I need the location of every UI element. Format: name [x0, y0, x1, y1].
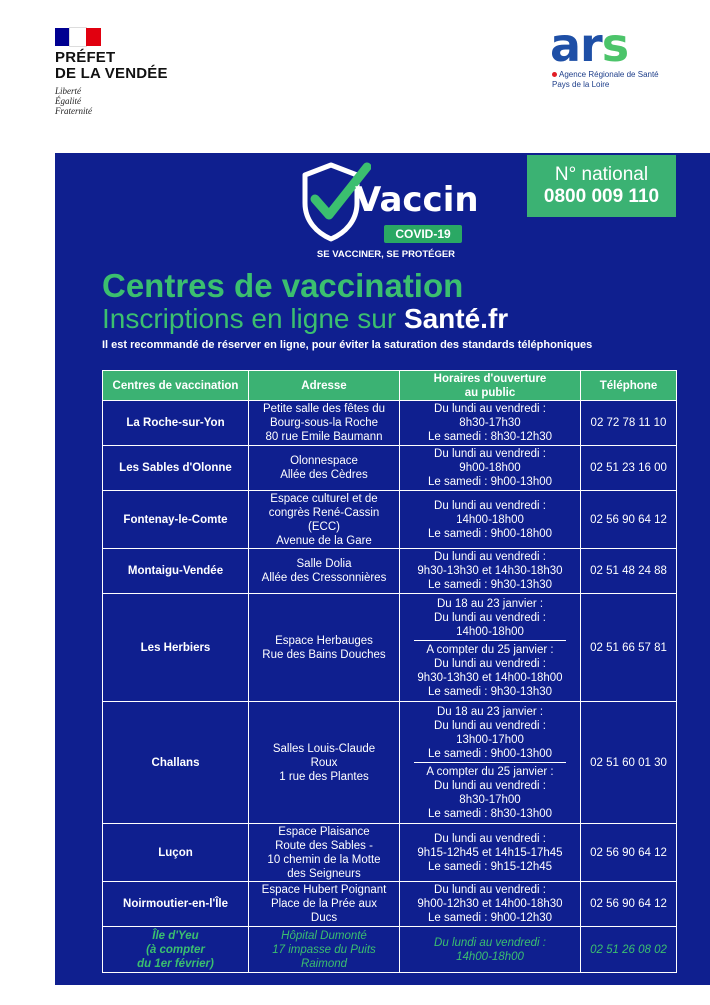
- centre-address: Hôpital Dumonté 17 impasse du Puits Raimond: [249, 927, 400, 973]
- ars-logo: [548, 18, 688, 102]
- sante-fr-link: Santé.fr: [403, 303, 509, 334]
- vaccination-poster: [55, 153, 710, 985]
- opening-hours: [400, 702, 581, 824]
- hours-period: Du lundi au vendredi : 9h30-13h30 et 14h30-18h30 Le samedi : 9h30-13h30: [417, 551, 563, 591]
- centre-name: Noirmoutier-en-l'Île: [103, 882, 249, 927]
- table-row: [103, 549, 677, 594]
- table-row: [103, 927, 677, 973]
- centre-address: Espace culturel et de congrès René-Cassin (ECC) Avenue de la Gare: [249, 491, 400, 549]
- hours-period: Du lundi au vendredi : 9h15-12h45 et 14h15-17h45 Le samedi : 9h15-12h45: [417, 832, 563, 873]
- hours-period: Du 18 au 23 janvier : Du lundi au vendredi : 13h00-17h00 Le samedi : 9h00-13h00: [427, 705, 553, 760]
- header-centre: Centres de vaccination: [103, 371, 249, 401]
- page-title: Centres de vaccination: [102, 267, 464, 304]
- vaccination-centres-table: [102, 370, 677, 973]
- table-row: [103, 824, 677, 882]
- opening-hours: [400, 882, 581, 927]
- table-row: [103, 446, 677, 491]
- hours-period: Du lundi au vendredi : 9h00-18h00 Le samedi : 9h00-13h00: [427, 448, 553, 488]
- opening-hours: [400, 824, 581, 882]
- centre-name: Montaigu-Vendée: [103, 549, 249, 594]
- republic-motto: Liberté Égalité Fraternité: [55, 86, 92, 116]
- header-hours: Horaires d'ouverture au public: [400, 371, 581, 401]
- hours-period: A compter du 25 janvier : Du lundi au vendredi : 9h30-13h30 et 14h00-18h00 Le samedi : 9h30-13h30: [414, 640, 566, 700]
- centre-name: Les Herbiers: [103, 594, 249, 702]
- centre-phone: 02 51 23 16 00: [581, 446, 677, 491]
- header-phone: Téléphone: [581, 371, 677, 401]
- centre-address: Salles Louis-Claude Roux 1 rue des Plantes: [249, 702, 400, 824]
- hours-period: A compter du 25 janvier : Du lundi au vendredi : 8h30-17h00 Le samedi : 8h30-13h00: [414, 762, 566, 822]
- hours-period: Du lundi au vendredi : 9h00-12h30 et 14h00-18h30 Le samedi : 9h00-12h30: [417, 884, 563, 924]
- vaccin-slogan: SE VACCINER, SE PROTÉGER: [316, 249, 456, 260]
- table-row: [103, 882, 677, 927]
- table-row: [103, 491, 677, 549]
- opening-hours: [400, 594, 581, 702]
- centre-phone: 02 51 48 24 88: [581, 549, 677, 594]
- page-subtitle: Inscriptions en ligne sur Santé.fr: [102, 303, 509, 334]
- hours-period: Du 18 au 23 janvier : Du lundi au vendredi : 14h00-18h00: [434, 597, 546, 638]
- hours-period: Du lundi au vendredi : 8h30-17h30 Le samedi : 8h30-12h30: [427, 403, 553, 443]
- table-row: [103, 401, 677, 446]
- vaccin-word: Vaccin: [355, 180, 479, 220]
- centre-phone: 02 51 60 01 30: [581, 702, 677, 824]
- centre-address: Olonnespace Allée des Cèdres: [249, 446, 400, 491]
- ars-wordmark: ars: [550, 18, 629, 72]
- opening-hours: [400, 927, 581, 973]
- opening-hours: [400, 491, 581, 549]
- centre-name: Challans: [103, 702, 249, 824]
- national-phone-number: 0800 009 110: [543, 186, 660, 207]
- ars-agency-text: Agence Régionale de Santé Pays de la Loire: [552, 70, 659, 89]
- opening-hours: [400, 446, 581, 491]
- red-dot-icon: [552, 72, 557, 77]
- national-number-box: [527, 155, 676, 217]
- prefet-logo: [55, 28, 205, 116]
- table-row: [103, 594, 677, 702]
- centre-name: Fontenay-le-Comte: [103, 491, 249, 549]
- hours-period: Du lundi au vendredi : 14h00-18h00 Le samedi : 9h00-18h00: [427, 499, 553, 540]
- centre-name: Luçon: [103, 824, 249, 882]
- centre-name: La Roche-sur-Yon: [103, 401, 249, 446]
- covid-badge: COVID-19: [384, 225, 462, 243]
- table-row: [103, 702, 677, 824]
- centre-name: Les Sables d'Olonne: [103, 446, 249, 491]
- opening-hours: [400, 549, 581, 594]
- centre-address: Salle Dolia Allée des Cressonnières: [249, 549, 400, 594]
- centre-phone: 02 51 26 08 02: [581, 927, 677, 973]
- centre-phone: 02 51 66 57 81: [581, 594, 677, 702]
- centre-name: Île d'Yeu (à compter du 1er février): [103, 927, 249, 973]
- centre-phone: 02 56 90 64 12: [581, 824, 677, 882]
- centre-address: Espace Herbauges Rue des Bains Douches: [249, 594, 400, 702]
- national-label: N° national: [554, 164, 649, 185]
- centre-address: Petite salle des fêtes du Bourg-sous-la Roche 80 rue Emile Baumann: [249, 401, 400, 446]
- centre-address: Espace Plaisance Route des Sables - 10 chemin de la Motte des Seigneurs: [249, 824, 400, 882]
- vaccin-covid-logo: [301, 159, 479, 261]
- opening-hours: [400, 401, 581, 446]
- prefet-title: PRÉFET DE LA VENDÉE: [55, 49, 168, 82]
- centre-phone: 02 72 78 11 10: [581, 401, 677, 446]
- centre-phone: 02 56 90 64 12: [581, 491, 677, 549]
- marianne-flag-icon: [55, 28, 101, 46]
- header-address: Adresse: [249, 371, 400, 401]
- intro-text: Il est recommandé de réserver en ligne, pour éviter la saturation des standards téléphoniques: [102, 339, 593, 351]
- centre-address: Espace Hubert Poignant Place de la Prée aux Ducs: [249, 882, 400, 927]
- hours-period: Du lundi au vendredi : 14h00-18h00: [434, 936, 546, 963]
- centre-phone: 02 56 90 64 12: [581, 882, 677, 927]
- table-body: [103, 401, 677, 973]
- table-header-row: [103, 371, 677, 401]
